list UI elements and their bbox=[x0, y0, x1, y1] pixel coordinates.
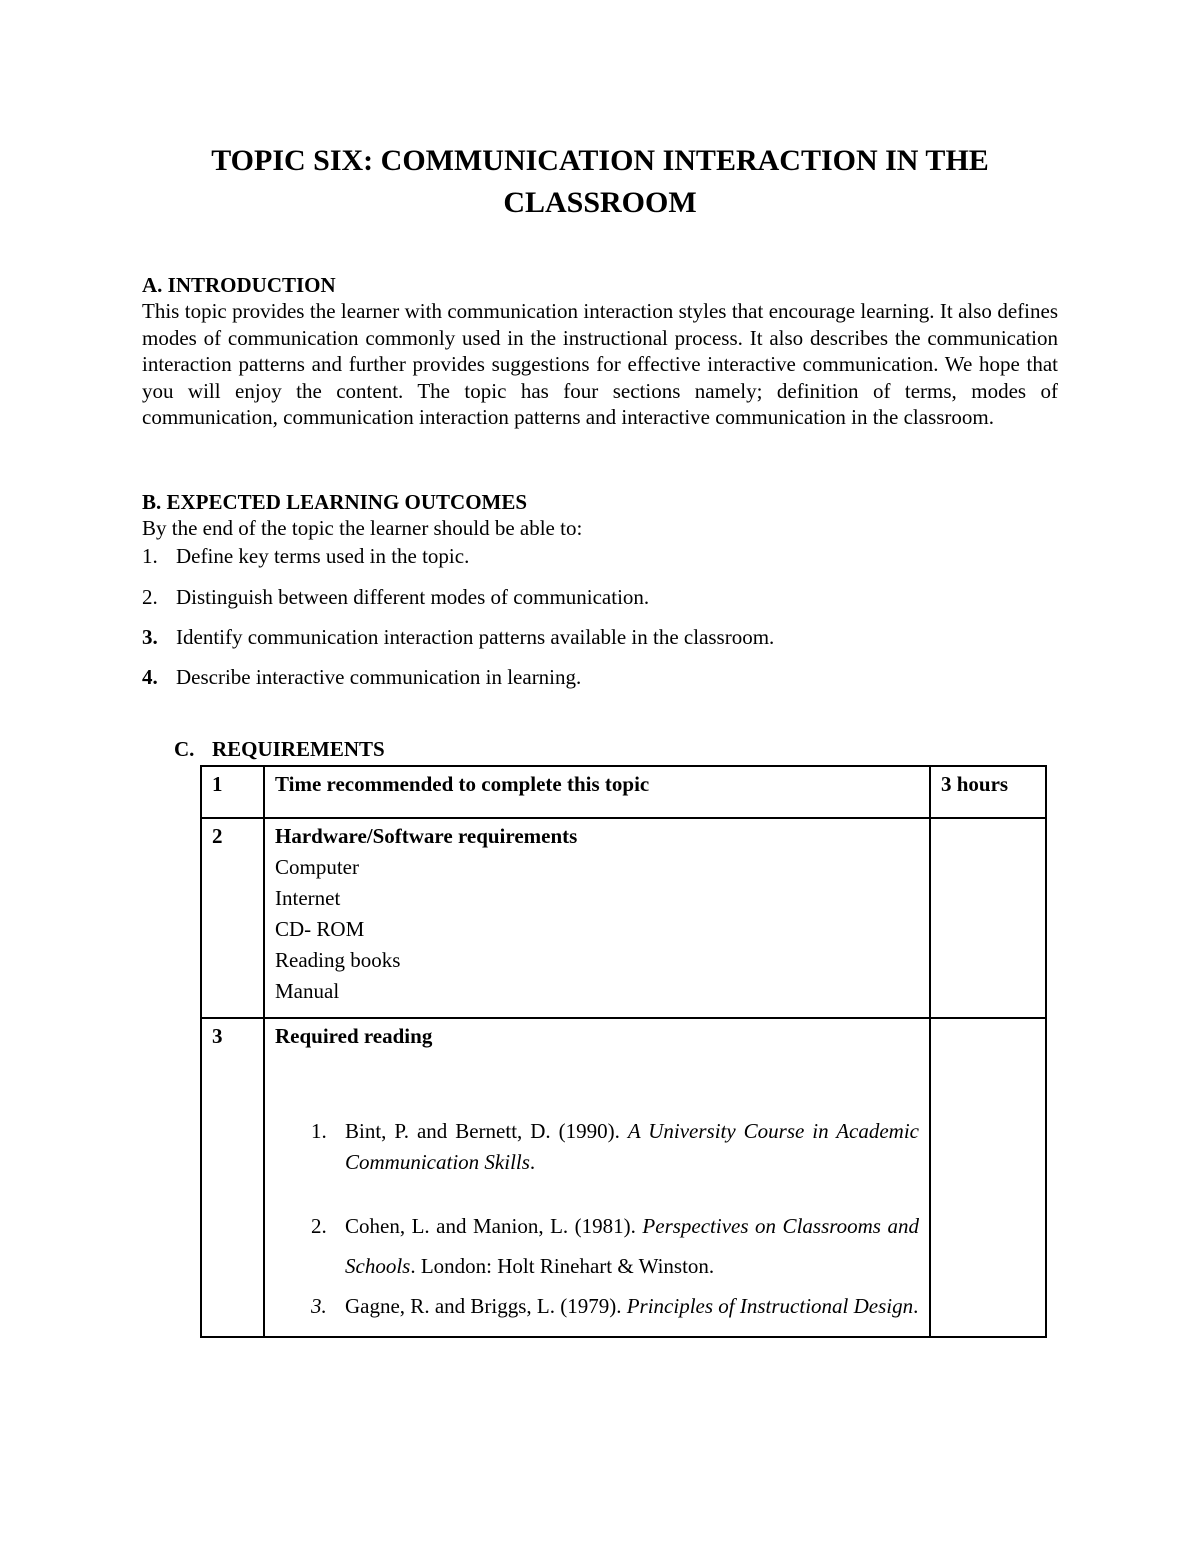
row-number: 2 bbox=[201, 818, 264, 1018]
table-row bbox=[201, 766, 1046, 818]
requirements-title: REQUIREMENTS bbox=[212, 737, 385, 761]
requirements-table bbox=[200, 765, 1047, 1338]
title-line-2: CLASSROOM bbox=[503, 186, 697, 219]
requirements-heading bbox=[174, 736, 385, 762]
row-number: 3 bbox=[201, 1018, 264, 1337]
requirements-letter: C. bbox=[174, 737, 195, 761]
outcome-item-4 bbox=[142, 664, 1042, 690]
outcome-number: 3. bbox=[142, 625, 158, 649]
outcome-item-1 bbox=[142, 543, 1042, 569]
row-label: Time recommended to complete this topic bbox=[264, 766, 930, 818]
outcome-text: Distinguish between different modes of communication. bbox=[176, 585, 650, 609]
row-content bbox=[264, 1018, 930, 1337]
introduction-heading: A. INTRODUCTION bbox=[142, 273, 336, 297]
reading-publisher: . bbox=[913, 1294, 919, 1318]
reading-authors: Gagne, R. and Briggs, L. (1979). bbox=[345, 1294, 627, 1318]
row-label: Hardware/Software requirements bbox=[275, 824, 578, 848]
outcome-item-3 bbox=[142, 624, 1042, 650]
reading-publisher: . London: Holt Rinehart & Winston. bbox=[410, 1254, 715, 1278]
outcome-number: 2. bbox=[142, 585, 158, 609]
requirement-item: Computer bbox=[275, 855, 359, 879]
reading-item bbox=[275, 1116, 919, 1178]
reading-list bbox=[275, 1116, 919, 1326]
requirement-item: CD- ROM bbox=[275, 917, 365, 941]
title-line-1: TOPIC SIX: COMMUNICATION INTERACTION IN THE bbox=[211, 144, 989, 177]
outcomes-lead: By the end of the topic the learner should be able to: bbox=[142, 516, 583, 540]
outcome-text: Define key terms used in the topic. bbox=[176, 544, 470, 568]
reading-number: 3. bbox=[311, 1294, 327, 1318]
row-number: 1 bbox=[201, 766, 264, 818]
table-row bbox=[201, 818, 1046, 1018]
reading-authors: Cohen, L. and Manion, L. (1981). bbox=[345, 1214, 643, 1238]
row-content bbox=[264, 818, 930, 1018]
requirement-item: Manual bbox=[275, 979, 340, 1003]
table-row bbox=[201, 1018, 1046, 1337]
outcomes-heading: B. EXPECTED LEARNING OUTCOMES bbox=[142, 490, 528, 514]
reading-title: Principles of Instructional Design bbox=[626, 1294, 914, 1318]
requirement-item: Internet bbox=[275, 886, 341, 910]
page-title bbox=[142, 140, 1058, 224]
outcome-item-2 bbox=[142, 584, 1042, 610]
row-value: 3 hours bbox=[930, 766, 1046, 818]
reading-title: A University Course in Academic Communication Skills bbox=[345, 1119, 920, 1174]
outcome-text: Describe interactive communication in learning. bbox=[176, 665, 582, 689]
reading-number: 2. bbox=[311, 1214, 327, 1238]
requirement-item: Reading books bbox=[275, 948, 401, 972]
reading-item bbox=[275, 1206, 919, 1286]
reading-number: 1. bbox=[311, 1119, 327, 1143]
outcome-number: 1. bbox=[142, 544, 158, 568]
outcome-text: Identify communication interaction patterns available in the classroom. bbox=[176, 625, 775, 649]
introduction-text: This topic provides the learner with communication interaction styles that encourage learning. It also defines modes of communication commonly used in the instructional process. It also describes the communication interaction patterns and further provides suggestions for effective interactive communication. We hope that you will enjoy the content. The topic has four sections namely; definition of terms, modes of communication, communication interaction patterns and interactive communication in the classroom. bbox=[142, 299, 1058, 429]
row-label: Required reading bbox=[275, 1024, 433, 1048]
reading-authors: Bint, P. and Bernett, D. (1990). bbox=[345, 1119, 628, 1143]
reading-publisher: . bbox=[529, 1150, 536, 1174]
row-value bbox=[930, 818, 1046, 1018]
reading-item bbox=[275, 1286, 919, 1326]
reading-title: Perspectives on Classrooms and Schools bbox=[345, 1214, 919, 1278]
row-value bbox=[930, 1018, 1046, 1337]
outcome-number: 4. bbox=[142, 665, 158, 689]
